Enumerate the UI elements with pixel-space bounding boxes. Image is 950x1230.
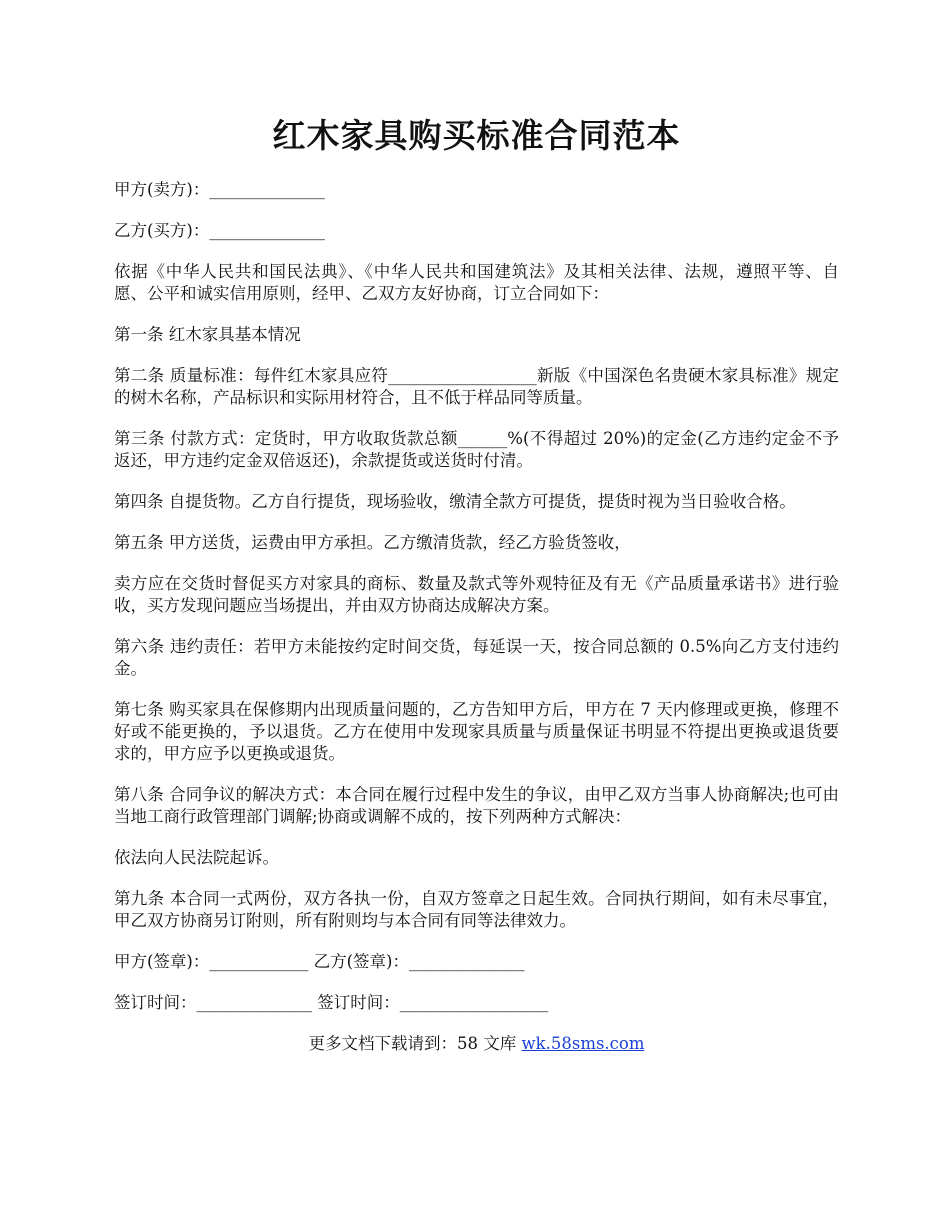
article-1-paragraph: 第一条 红木家具基本情况 <box>114 325 301 344</box>
article-6-paragraph: 第六条 违约责任：若甲方未能按约定时间交货，每延误一天，按合同总额的 0.5%向乙方支付违约金。 <box>114 637 839 678</box>
lawsuit-paragraph: 依法向人民法院起诉。 <box>114 848 279 867</box>
article-7-paragraph: 第七条 购买家具在保修期内出现质量问题的，乙方告知甲方后，甲方在 7 天内修理或更换，修理不好或不能更换的，予以退货。乙方在使用中发现家具质量与质量保证书明显不符提出更换或退货要求的，甲方应予以更换或退货。 <box>114 700 839 763</box>
document-title: 红木家具购买标准合同范本 <box>272 116 681 155</box>
footer-text: 更多文档下载请到：58 文库 <box>308 1034 522 1053</box>
seller-inspection-paragraph: 卖方应在交货时督促买方对家具的商标、数量及款式等外观特征及有无《产品质量承诺书》进行验收，买方发现问题应当场提出，并由双方协商达成解决方案。 <box>114 574 839 615</box>
document-page <box>114 110 839 1055</box>
preamble-paragraph: 依据《中华人民共和国民法典》、《中华人民共和国建筑法》及其相关法律、法规，遵照平等、自愿、公平和诚实信用原则，经甲、乙双方友好协商，订立合同如下： <box>114 262 839 303</box>
party-b-line: 乙方(买方)：______________ <box>114 221 325 240</box>
footer-link[interactable]: wk.58sms.com <box>521 1034 645 1053</box>
article-5-paragraph: 第五条 甲方送货，运费由甲方承担。乙方缴清货款，经乙方验货签收， <box>114 533 631 552</box>
article-4-paragraph: 第四条 自提货物。乙方自行提货，现场验收，缴清全款方可提货，提货时视为当日验收合格。 <box>114 492 796 511</box>
article-3-paragraph: 第三条 付款方式：定货时，甲方收取货款总额______%(不得超过 20%)的定金(乙方违约定金不予返还，甲方违约定金双倍返还)，余款提货或送货时付清。 <box>114 429 839 470</box>
signature-line: 甲方(签章)：____________ 乙方(签章)：______________ <box>114 952 525 971</box>
article-2-paragraph: 第二条 质量标准：每件红木家具应符__________________新版《中国深色名贵硬木家具标准》规定的树木名称，产品标识和实际用材符合，且不低于样品同等质量。 <box>114 366 839 407</box>
article-8-paragraph: 第八条 合同争议的解决方式：本合同在履行过程中发生的争议，由甲乙双方当事人协商解决;也可由当地工商行政管理部门调解;协商或调解不成的，按下列两种方式解决： <box>114 785 839 826</box>
party-a-line: 甲方(卖方)：______________ <box>114 180 325 199</box>
footer <box>114 1033 839 1055</box>
article-9-paragraph: 第九条 本合同一式两份，双方各执一份，自双方签章之日起生效。合同执行期间，如有未尽事宜，甲乙双方协商另订附则，所有附则均与本合同有同等法律效力。 <box>114 889 839 930</box>
signing-date-line: 签订时间：______________ 签订时间：__________________ <box>114 993 549 1012</box>
